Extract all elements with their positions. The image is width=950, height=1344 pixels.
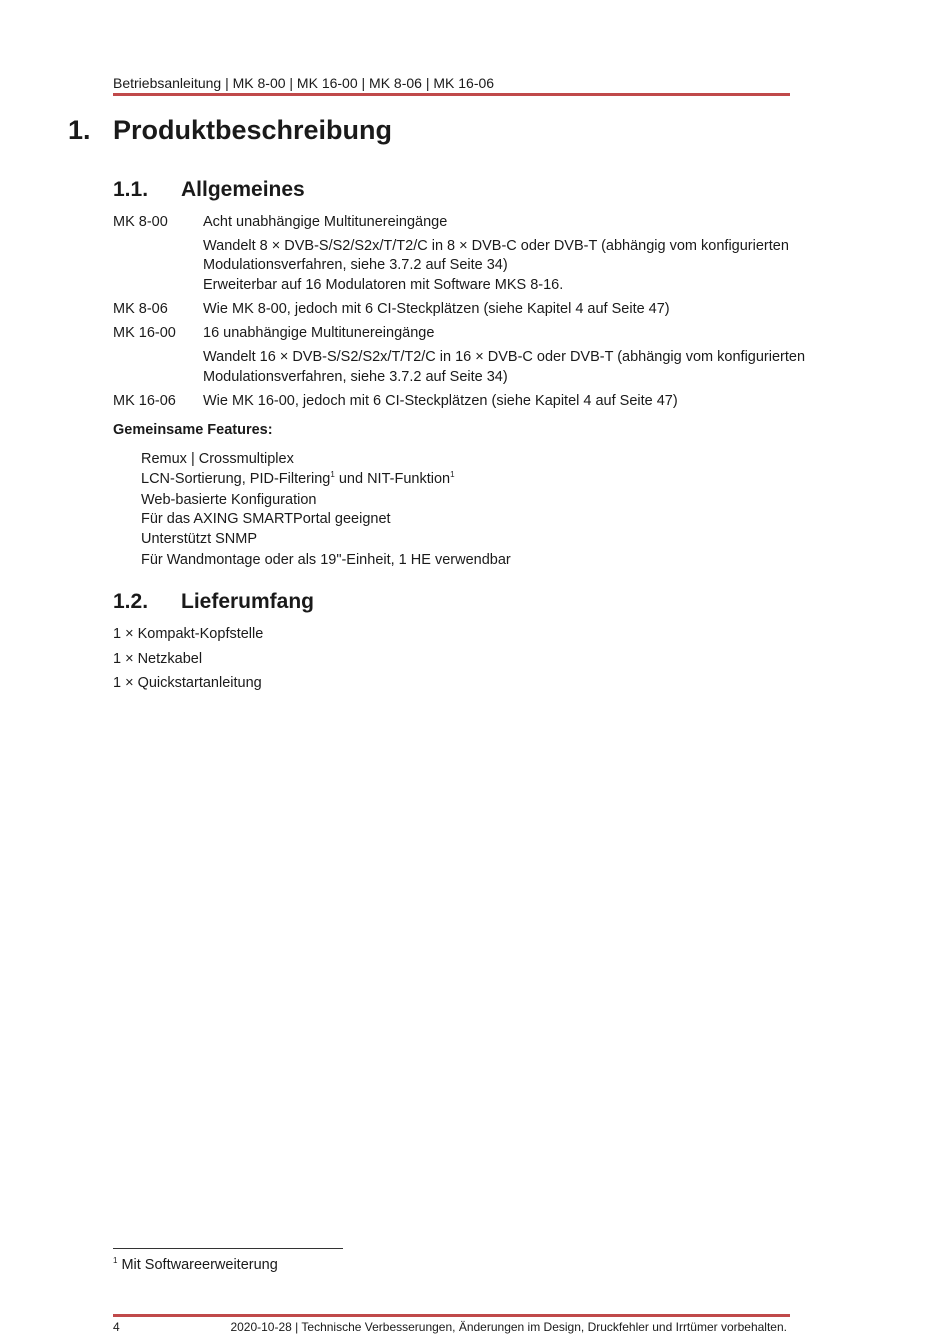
model-description: Erweiterbar auf 16 Modulatoren mit Software MKS 8-16.	[203, 277, 564, 293]
model-description: Modulationsverfahren, siehe 3.7.2 auf Seite 34)	[203, 257, 508, 273]
features-heading: Gemeinsame Features:	[113, 422, 273, 438]
feature-item	[141, 470, 455, 490]
feature-text: und NIT-Funktion	[338, 471, 451, 487]
chapter-heading	[68, 113, 392, 147]
model-description: Wie MK 8-00, jedoch mit 6 CI-Steckplätzen (siehe Kapitel 4 auf Seite 47)	[203, 301, 670, 317]
section-heading-scope	[113, 589, 314, 615]
model-name: MK 8-06	[113, 301, 168, 317]
feature-item: Für das AXING SMARTPortal geeignet	[141, 511, 391, 527]
chapter-number: 1.	[68, 115, 91, 145]
model-description: 16 unabhängige Multitunereingänge	[203, 325, 435, 341]
section-heading-general	[113, 177, 305, 203]
chapter-title: Produktbeschreibung	[113, 115, 393, 145]
header-divider	[113, 93, 790, 96]
footer-divider	[113, 1314, 790, 1317]
footnote-marker: 1	[330, 470, 335, 479]
model-description: Wandelt 16 × DVB-S/S2/S2x/T/T2/C in 16 × DVB-C oder DVB-T (abhängig vom konfigurierten	[203, 349, 806, 365]
running-header: Betriebsanleitung | MK 8-00 | MK 16-00 | MK 8-06 | MK 16-06	[113, 75, 495, 91]
feature-text: LCN-Sortierung, PID-Filtering	[141, 471, 331, 487]
page-number: 4	[113, 1320, 120, 1334]
scope-item: 1 × Netzkabel	[113, 651, 203, 667]
feature-item: Für Wandmontage oder als 19"-Einheit, 1 HE verwendbar	[141, 552, 511, 568]
footnote	[113, 1256, 278, 1275]
model-description: Wie MK 16-00, jedoch mit 6 CI-Steckplätzen (siehe Kapitel 4 auf Seite 47)	[203, 393, 678, 409]
footnote-marker: 1	[450, 470, 455, 479]
model-description: Wandelt 8 × DVB-S/S2/S2x/T/T2/C in 8 × DVB-C oder DVB-T (abhängig vom konfigurierten	[203, 238, 789, 254]
feature-item: Remux | Crossmultiplex	[141, 451, 294, 467]
model-description: Acht unabhängige Multitunereingänge	[203, 214, 448, 230]
footnote-text: Mit Softwareerweiterung	[121, 1257, 278, 1273]
model-name: MK 8-00	[113, 214, 168, 230]
feature-item: Unterstützt SNMP	[141, 531, 258, 547]
section-number: 1.1.	[113, 178, 149, 201]
model-name: MK 16-00	[113, 325, 176, 341]
footer-disclaimer: 2020-10-28 | Technische Verbesserungen, Änderungen im Design, Druckfehler und Irrtümer vorbehalten.	[230, 1320, 787, 1334]
feature-item: Web-basierte Konfiguration	[141, 492, 317, 508]
footnote-marker: 1	[113, 1256, 118, 1265]
model-description: Modulationsverfahren, siehe 3.7.2 auf Seite 34)	[203, 369, 508, 385]
model-name: MK 16-06	[113, 393, 176, 409]
section-number: 1.2.	[113, 590, 149, 613]
scope-item: 1 × Kompakt-Kopfstelle	[113, 626, 264, 642]
scope-item: 1 × Quickstartanleitung	[113, 675, 262, 691]
footnote-divider	[113, 1248, 343, 1249]
section-title: Lieferumfang	[181, 590, 315, 613]
section-title: Allgemeines	[181, 178, 305, 201]
